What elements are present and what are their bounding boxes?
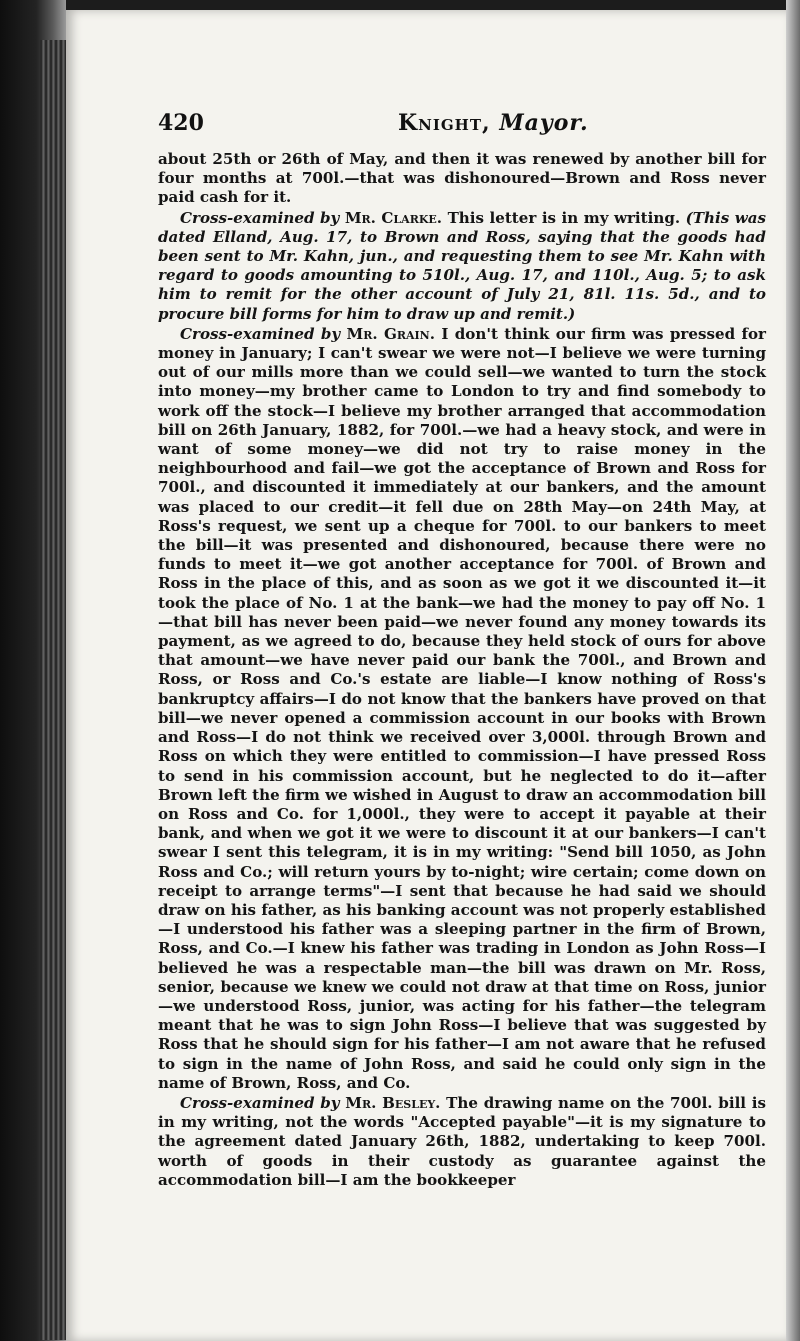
paragraph-continuation: about 25th or 26th of May, and then it was renewed by another bill for four months at 700l.—that was dishonoured—Brown and Ross never paid cash for it. [158,150,766,207]
cross-exam-lead: Cross-examined by [180,208,340,227]
running-head-name: Knight, [398,110,491,136]
cross-exam-lead: Cross-examined by [180,324,341,343]
examiner-name: Mr. Grain. [346,324,435,343]
running-head [398,110,589,136]
page-header [158,100,758,140]
page-body [158,150,766,1191]
testimony-text: This letter is in my writing. [447,208,681,227]
cross-exam-lead: Cross-examined by [180,1093,340,1112]
paragraph-cross-exam-clarke [158,209,766,324]
editorial-note: (This was dated Elland, Aug. 17, to Brown and Ross, saying that the goods had been sent to Mr. Kahn, jun., and requesting them to see Mr. Kahn with regard to goods amounting to 510l., Aug. 17, and 110l., Aug. 5; to ask him to remit for the other account of July 21, 81l. 11s. 5d., and to procure bill forms for him to draw up and remit.) [158,208,766,323]
testimony-text: I don't think our firm was pressed for money in January; I can't swear we were not—I believe we were turning out of our mills more than we could sell—we wanted to turn the stock into money—my brother came to London to try and find somebody to work off the stock—I believe my brother arranged that accommodation bill on 26th January, 1882, for 700l.—we had a heavy stock, and were in want of some money—we did not try to raise money in the neighbourhood and fail—we got the acceptance of Brown and Ross for 700l., and discounted it immediately at our bankers, and the amount was placed to our credit—it fell due on 28th May—on 24th May, at Ross's request, we sent up a cheque for 700l. to our bankers to meet the bill—it was presented and dishonoured, because there were no funds to meet it—we got another acceptance for 700l. of Brown and Ross in the place of this, and as soon as we got it we discounted it—it took the place of No. 1 at the bank—we had the money to pay off No. 1—that bill has never been paid—we never found any money towards its payment, as we agreed to do, because they held stock of ours for above that amount—we have never paid our bank the 700l., and Brown and Ross, or Ross and Co.'s estate are liable—I know nothing of Ross's bankruptcy affairs—I do not know that the bankers have proved on that bill—we never opened a commission account in our books with Brown and Ross—I do not think we received over 3,000l. through Brown and Ross on which they were entitled to commission—I have pressed Ross to send in his commission account, but he neglected to do it—after Brown left the firm we wished in August to draw an accommodation bill on Ross and Co. for 1,000l., they were to accept it payable at their bank, and when we got it we were to discount it at our bankers—I can't swear I sent this telegram, it is in my writing: "Send bill 1050, as John Ross and Co.; will return yours by to-night; wire certain; come down on receipt to arrange terms"—I sent that because he had said we should draw on his father, as his banking account was not properly established—I understood his father was a sleeping partner in the firm of Brown, Ross, and Co.—I knew his father was trading in London as John Ross—I believed he was a respectable man—the bill was drawn on Mr. Ross, senior, because we knew we could not draw at that time on Ross, junior—we understood Ross, junior, was acting for his father—the telegram meant that he was to sign John Ross—I believe that was suggested by Ross that he should sign for his father—I am not aware that he refused to sign in the name of John Ross, and said he could only sign in the name of Brown, Ross, and Co. [158,324,766,1092]
examiner-name: Mr. Clarke. [344,208,443,227]
scan-right-border [786,0,800,1341]
paragraph-cross-exam-grain [158,325,766,1093]
examiner-name: Mr. Besley. [345,1093,441,1112]
page-edges [40,40,66,1340]
testimony-text: The drawing name on the 700l. bill is in my writing, not the words "Accepted payable"—it is my signature to the agreement dated January 26th, 1882, undertaking to keep 700l. worth of goods in their custody as guarantee against the accommodation bill—I am the bookkeeper [158,1093,766,1189]
page-number: 420 [158,110,204,136]
running-head-title: Mayor. [499,110,589,136]
paragraph-cross-exam-besley [158,1094,766,1190]
